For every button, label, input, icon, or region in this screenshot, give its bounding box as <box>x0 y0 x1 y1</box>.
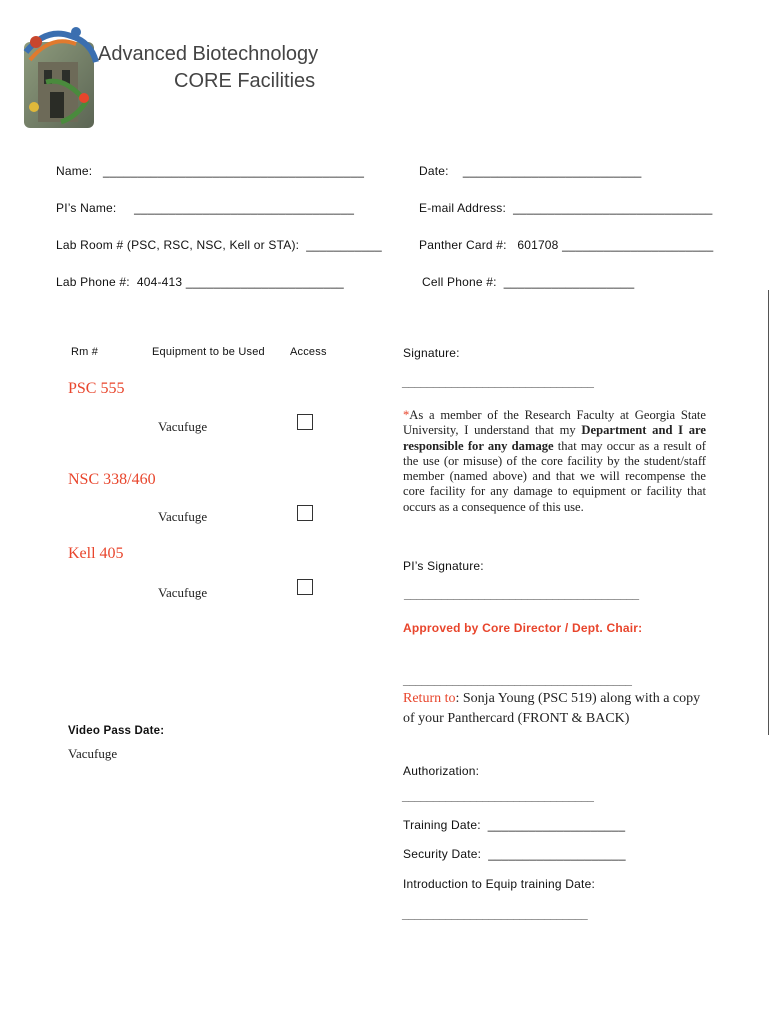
signature-label: Signature: <box>403 346 460 360</box>
equipment-label: Vacufuge <box>158 509 208 524</box>
equipment-label: Vacufuge <box>158 419 208 434</box>
room-label: NSC 338/460 <box>68 471 156 488</box>
pi-signature-line[interactable]: ______________________________________ <box>404 587 639 601</box>
agreement-star: * <box>403 408 410 422</box>
authorization-label: Authorization: <box>403 764 480 778</box>
access-checkbox[interactable] <box>297 505 313 521</box>
training-date[interactable]: Training Date: ____________________ <box>403 818 626 832</box>
room-label: PSC 555 <box>68 380 125 397</box>
equipment-label: Vacufuge <box>158 585 208 600</box>
margin-divider <box>768 290 769 735</box>
logo <box>16 22 102 132</box>
agreement-part-1: As a member of the Research Faculty at Georgia State University, I understand that my <box>403 408 706 438</box>
date-field[interactable]: Date: __________________________ <box>419 164 642 178</box>
intro-date-line[interactable]: ______________________________ <box>402 907 588 921</box>
biotech-collage-icon <box>16 22 102 132</box>
title-line-1: Advanced Biotechnology <box>98 43 319 65</box>
header-equipment: Equipment to be Used <box>152 346 265 358</box>
video-pass-label: Video Pass Date: <box>68 725 165 737</box>
return-details: : Sonja Young (PSC 519) along with a copy of your Panthercard (FRONT & BACK) <box>403 691 701 726</box>
pi-name-field[interactable]: PI’s Name: ________________________________ <box>56 201 355 215</box>
cell-phone-field[interactable]: Cell Phone #: ___________________ <box>422 275 635 289</box>
approved-label: Approved by Core Director / Dept. Chair: <box>403 621 643 635</box>
lab-phone-field[interactable]: Lab Phone #: 404-413 _______________________ <box>56 275 344 289</box>
header-rm: Rm # <box>71 346 99 358</box>
security-date[interactable]: Security Date: ____________________ <box>403 847 626 861</box>
agreement-part-2: that may occur as a result of the use (or misuse) of the core facility by the student/staff member (named above) and that we will recompense the core facility for any damage to equipment or facility that occurs as a consequence of this use. <box>403 438 706 514</box>
name-field[interactable]: Name: ______________________________________ <box>56 164 365 178</box>
access-checkbox[interactable] <box>297 579 313 595</box>
signature-line[interactable]: _______________________________ <box>402 375 594 389</box>
pi-signature-label: PI’s Signature: <box>403 559 484 573</box>
return-label: Return to <box>403 691 456 706</box>
authorization-line[interactable]: _______________________________ <box>402 789 594 803</box>
title-line-2: CORE Facilities <box>174 70 316 92</box>
access-checkbox[interactable] <box>297 414 313 430</box>
header-access: Access <box>290 346 327 358</box>
lab-room-field[interactable]: Lab Room # (PSC, RSC, NSC, Kell or STA): ___________ <box>56 238 382 252</box>
agreement-text <box>403 408 706 515</box>
agreement-bold: Department and I are responsible for any damage <box>403 423 706 453</box>
email-field[interactable]: E-mail Address: _____________________________ <box>419 201 713 215</box>
room-label: Kell 405 <box>68 545 124 562</box>
approved-line[interactable]: _____________________________________ <box>403 673 632 687</box>
panther-card-field[interactable]: Panther Card #: 601708 ______________________ <box>419 238 714 252</box>
return-text <box>403 689 703 729</box>
intro-date-label: Introduction to Equip training Date: <box>403 877 595 891</box>
video-pass-value: Vacufuge <box>68 746 118 761</box>
